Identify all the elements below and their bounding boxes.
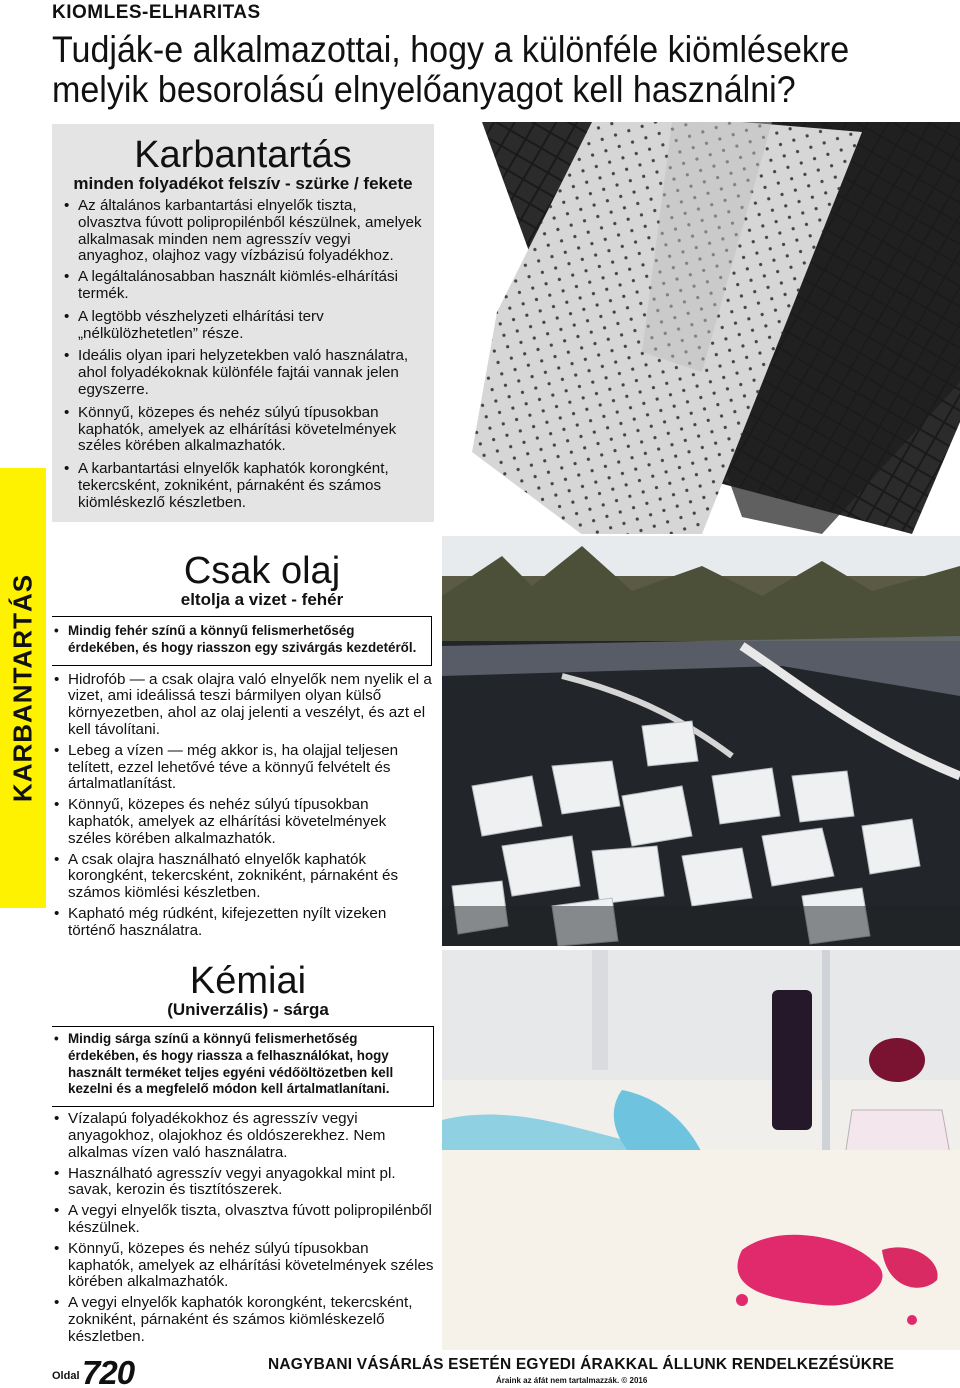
page-headline: Tudják-e alkalmazottai, hogy a különféle kiömlésekre melyik besorolású elnyelőanyagot kell használni? xyxy=(52,29,850,110)
list-item: • A legáltalánosabban használt kiömlés-elhárítási termék. xyxy=(62,269,424,303)
footer-note: Áraink az áfát nem tartalmazzák. © 2016 xyxy=(496,1376,648,1385)
section-oil-only xyxy=(52,552,432,944)
list-item: • Könnyű, közepes és nehéz súlyú típusokban kaphatók, amelyek az elhárítási követelmények széles körében alkalmazhatók. xyxy=(62,405,424,455)
callout-box xyxy=(52,616,432,666)
category-label: KIOMLES-ELHARITAS xyxy=(52,2,261,23)
bullet-list xyxy=(52,1111,434,1345)
section-title: Kémiai xyxy=(189,960,307,1002)
section-subtitle: minden folyadékot felszív - szürke / fekete xyxy=(73,174,413,193)
list-item: • Kapható még rúdként, kifejezetten nyílt vizeken történő használatra. xyxy=(52,906,432,940)
list-item: • A karbantartási elnyelők kaphatók korongként, tekercsként, zokniként, párnaként és számos kiömléskezlő készletben. xyxy=(62,461,424,511)
bullet-list xyxy=(62,198,424,512)
list-item: • Használható agresszív vegyi anyagokkal mint pl. savak, kerozin és tisztítószerek. xyxy=(52,1166,434,1200)
photo-lake-oil-pads xyxy=(442,536,960,946)
lake-illustration xyxy=(442,536,960,946)
section-subtitle: eltolja a vizet - fehér xyxy=(180,590,344,609)
section-maintenance xyxy=(52,124,434,522)
list-item: • Könnyű, közepes és nehéz súlyú típusokban kaphatók, amelyek az elhárítási követelmények széles körében alkalmazhatók. xyxy=(52,1241,434,1291)
list-item: • Vízalapú folyadékokhoz és agresszív vegyi anyagokhoz, olajokhoz és oldószerekhez. Nem alkalmas vízen való használatra. xyxy=(52,1111,434,1161)
list-item: • Az általános karbantartási elnyelők tiszta, olvasztva fúvott polipropilénből készülnek, amelyek alkalmasak minden nem agresszív vegyi anyaghoz, olajhoz vagy vízbázisú folyadékhoz. xyxy=(62,198,424,265)
list-item: • Ideális olyan ipari helyzetekben való használatra, ahol folyadékoknak különféle fajtái vannak jelen egyszerre. xyxy=(62,348,424,398)
list-item: • A csak olajra használható elnyelők kaphatók korongként, tekercsként, zokniként, párnaként és számos kiömlési készletben. xyxy=(52,852,432,902)
lab-illustration xyxy=(442,950,960,1350)
list-item: • Hidrofób — a csak olajra való elnyelők nem nyelik el a vizet, ami ideálissá teszi bármilyen olyan külső környezetben, ahol az olaj jelenti a veszélyt, és azt el kell távolítani. xyxy=(52,672,432,739)
list-item: • A vegyi elnyelők tiszta, olvasztva fúvott polipropilénből készülnek. xyxy=(52,1203,434,1237)
footer-banner: NAGYBANI VÁSÁRLÁS ESETÉN EGYEDI ÁRAKKAL ÁLLUNK RENDELKEZÉSÜKRE xyxy=(268,1356,895,1373)
section-title: Csak olaj xyxy=(183,550,341,592)
list-item: • Könnyű, közepes és nehéz súlyú típusokban kaphatók, amelyek az elhárítási követelmények széles körében alkalmazhatók. xyxy=(52,797,432,847)
side-tab-label: KARBANTARTÁS xyxy=(7,573,38,803)
callout-box xyxy=(52,1026,434,1107)
section-chemical xyxy=(52,962,434,1350)
callout-text: • Mindig fehér színű a könnyű felismerhetőség érdekében, és hogy riasszon egy szivárgás kezdetéről. xyxy=(52,623,425,657)
side-tab xyxy=(0,468,46,908)
bullet-list xyxy=(52,672,432,940)
mats-illustration xyxy=(442,122,960,534)
photo-absorbent-mats xyxy=(442,122,960,534)
photo-lab-chemical-spill xyxy=(442,950,960,1350)
page-label: Oldal xyxy=(52,1370,80,1382)
callout-text: • Mindig sárga színű a könnyű felismerhetőség érdekében, és hogy riassza a felhasználókat, hogy használt terméket teljes egyéni védőöltözetben kell kezelni és a megfelelő módon kell ártalmatlanítani. xyxy=(52,1031,427,1098)
section-subtitle: (Univerzális) - sárga xyxy=(167,1000,329,1019)
list-item: • Lebeg a vízen — még akkor is, ha olajjal teljesen telített, ezzel lehetővé téve a könnyű felvételt és ártalmatlanítást. xyxy=(52,743,432,793)
page-number-value: 720 xyxy=(82,1354,135,1388)
list-item: • A legtöbb vészhelyzeti elhárítási terv „nélkülözhetetlen” része. xyxy=(62,309,424,343)
section-title: Karbantartás xyxy=(134,134,352,176)
list-item: • A vegyi elnyelők kaphatók korongként, tekercsként, zokniként, párnaként és számos kiömléskezelő készletben. xyxy=(52,1295,434,1345)
